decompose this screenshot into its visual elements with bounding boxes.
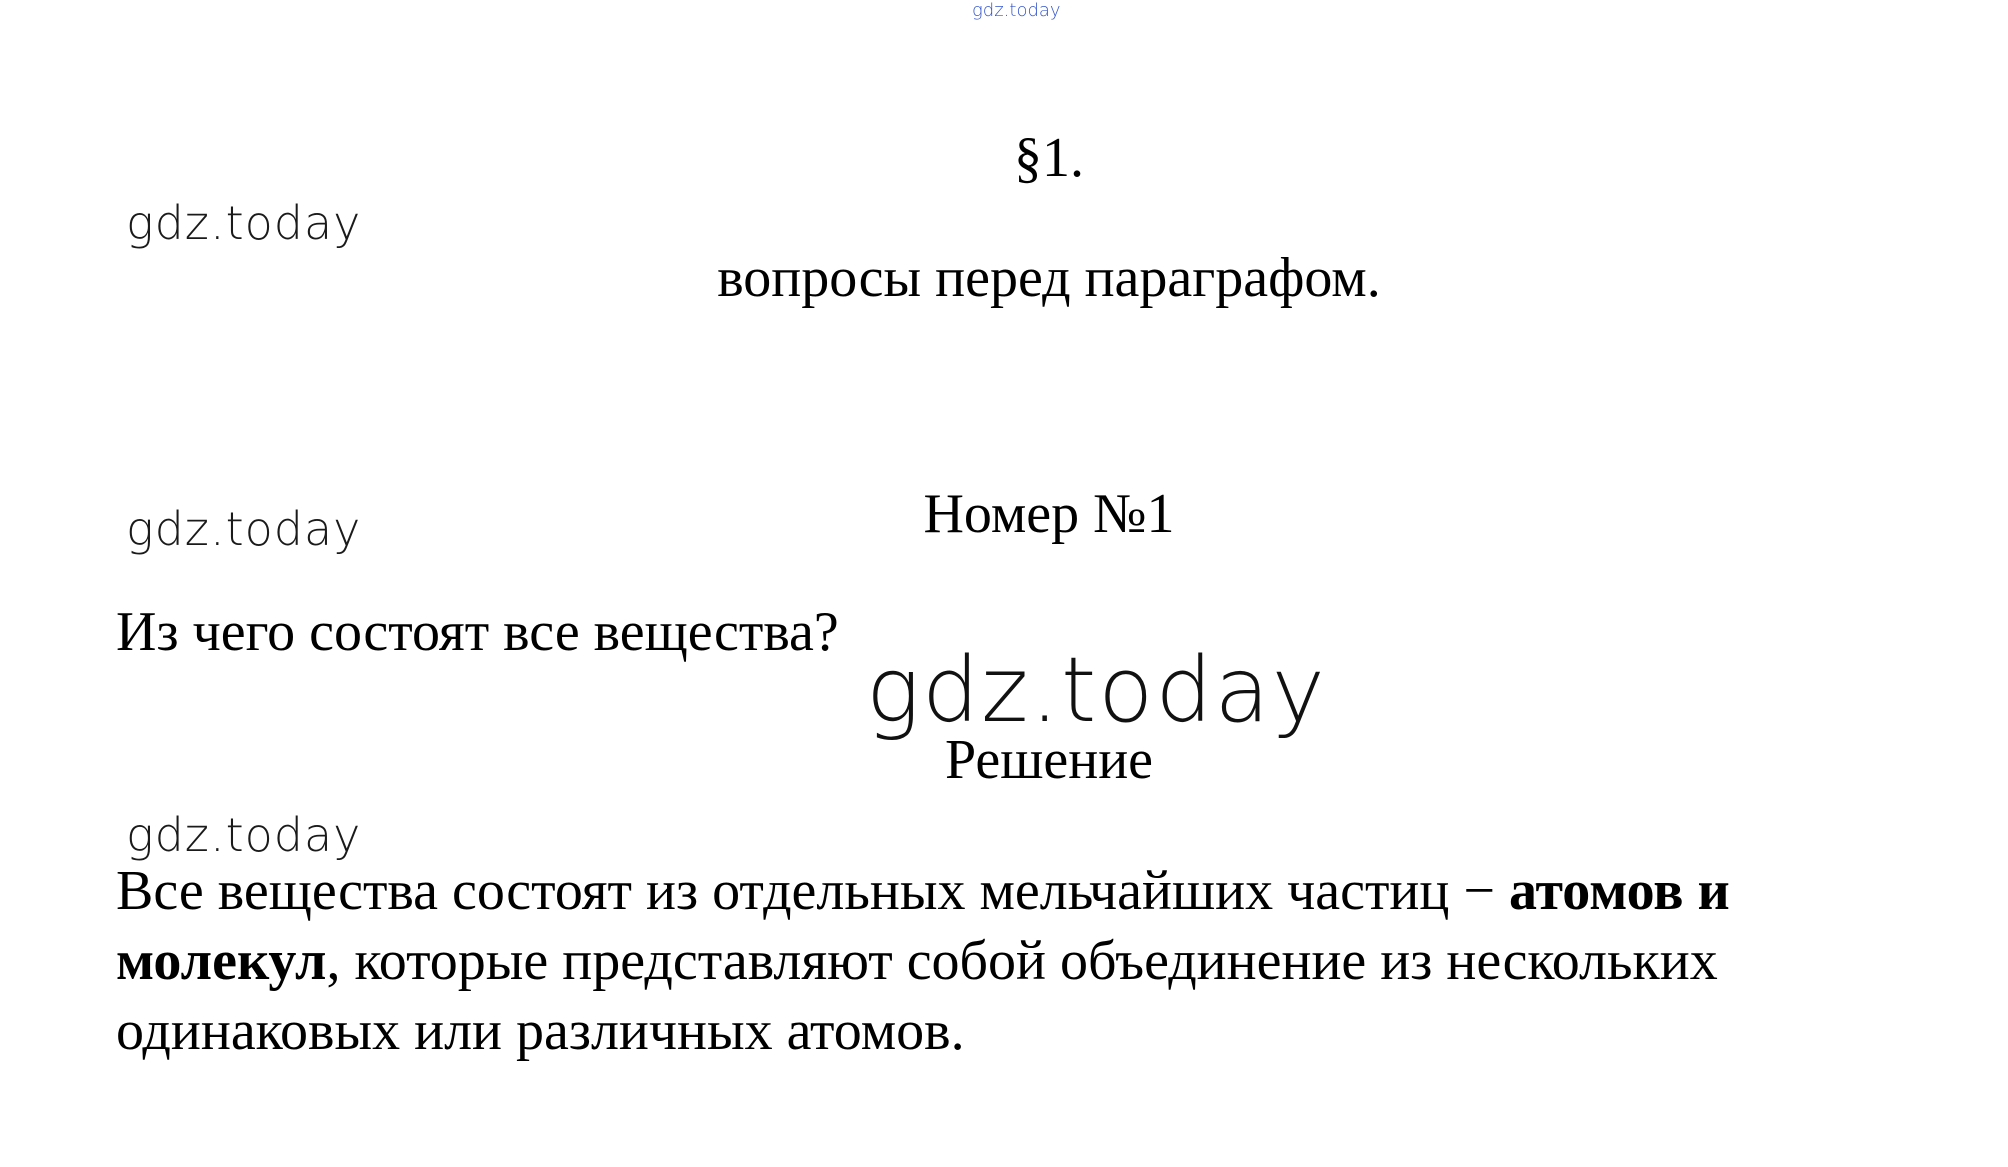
section-title: §1. [1014,127,1084,189]
task-number: Номер №1 [923,483,1175,545]
section-subtitle: вопросы перед параграфом. [717,247,1381,309]
watermark-left-1: gdz.today [126,196,362,250]
task-question: Из чего состоят все вещества? [116,601,839,663]
watermark-left-2: gdz.today [126,502,362,556]
watermark-center: gdz.today [866,638,1327,743]
watermark-top: gdz.today [972,0,1061,21]
answer-text [116,856,1876,1066]
solution-label: Решение [944,729,1154,791]
answer-bold-term: атомов и молекул [116,860,1730,992]
watermark-left-3: gdz.today [126,808,362,862]
answer-part-2: , которые представляют собой объединение из нескольких одинаковых или различных атомов. [116,930,1718,1062]
answer-part-1: Все вещества состоят из отдельных мельчайших частиц − [116,860,1509,922]
